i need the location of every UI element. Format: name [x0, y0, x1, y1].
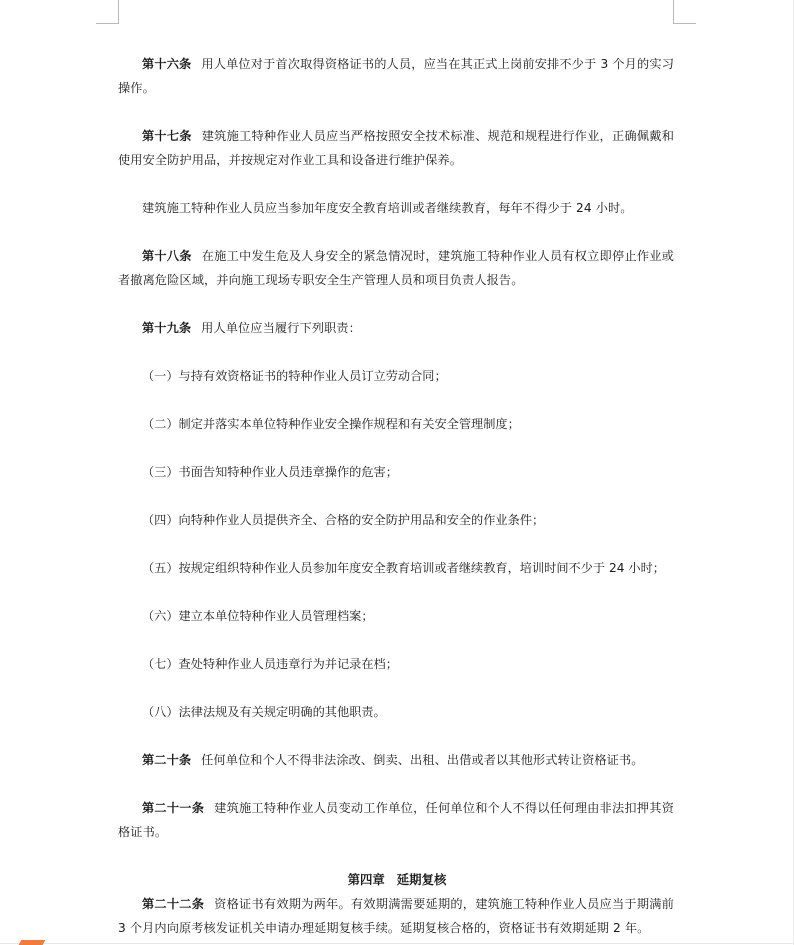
- article-20: [118, 748, 674, 772]
- article-21: [118, 796, 674, 844]
- article-label: 第二十条: [142, 753, 192, 767]
- article-text: 用人单位对于首次取得资格证书的人员，应当在其正式上岗前安排不少于 3 个月的实习操作。: [118, 57, 674, 95]
- article-text: 资格证书有效期为两年。有效期满需要延期的，建筑施工特种作业人员应当于期满前 3 个月内向原考核发证机关申请办理延期复核手续。延期复核合格的，资格证书有效期延期 2 年。: [118, 897, 675, 935]
- article-22: [118, 892, 674, 940]
- crop-mark-top-right: [673, 0, 674, 24]
- article-17-paragraph-2: 建筑施工特种作业人员应当参加年度安全教育培训或者继续教育，每年不得少于 24 小时。: [142, 201, 633, 215]
- page-separator: [0, 943, 794, 944]
- article-16: [118, 52, 674, 100]
- article-17: [118, 124, 674, 172]
- article-text: 任何单位和个人不得非法涂改、倒卖、出租、出借或者以其他形式转让资格证书。: [201, 753, 644, 767]
- list-item: （二）制定并落实本单位特种作业安全操作规程和有关安全管理制度；: [142, 417, 520, 431]
- list-item: （四）向特种作业人员提供齐全、合格的安全防护用品和安全的作业条件；: [142, 513, 545, 527]
- crop-mark-top-right: [673, 23, 696, 24]
- article-18: [118, 244, 674, 292]
- accent-mark: [19, 940, 46, 945]
- article-label: 第十九条: [142, 321, 192, 335]
- list-item: （六）建立本单位特种作业人员管理档案；: [142, 609, 374, 623]
- article-label: 第二十二条: [142, 897, 205, 911]
- article-19: [118, 316, 674, 340]
- list-item: （八）法律法规及有关规定明确的其他职责。: [142, 705, 386, 719]
- list-item: （一）与持有效资格证书的特种作业人员订立劳动合同；: [142, 369, 447, 383]
- article-label: 第十七条: [142, 129, 192, 143]
- article-text: 建筑施工特种作业人员变动工作单位，任何单位和个人不得以任何理由非法扣押其资格证书。: [118, 801, 675, 839]
- chapter-title: 延期复核: [396, 872, 447, 887]
- chapter-number: 第四章: [347, 872, 385, 887]
- list-item: （三）书面告知特种作业人员违章操作的危害；: [142, 465, 398, 479]
- crop-mark-top-left: [96, 23, 119, 24]
- list-item: （五）按规定组织特种作业人员参加年度安全教育培训或者继续教育，培训时间不少于 24 小时；: [142, 561, 665, 575]
- article-label: 第十六条: [142, 57, 192, 71]
- article-label: 第十八条: [142, 249, 192, 263]
- article-label: 第二十一条: [142, 801, 205, 815]
- article-text: 在施工中发生危及人身安全的紧急情况时，建筑施工特种作业人员有权立即停止作业或者撤离危险区域，并向施工现场专职安全生产管理人员和项目负责人报告。: [118, 249, 674, 287]
- article-text: 建筑施工特种作业人员应当严格按照安全技术标准、规范和规程进行作业，正确佩戴和使用安全防护用品，并按规定对作业工具和设备进行维护保养。: [118, 129, 674, 167]
- crop-mark-top-left: [118, 0, 119, 24]
- list-item: （七）查处特种作业人员违章行为并记录在档；: [142, 657, 398, 671]
- article-text: 用人单位应当履行下列职责：: [201, 321, 361, 335]
- chapter-heading: [0, 868, 794, 892]
